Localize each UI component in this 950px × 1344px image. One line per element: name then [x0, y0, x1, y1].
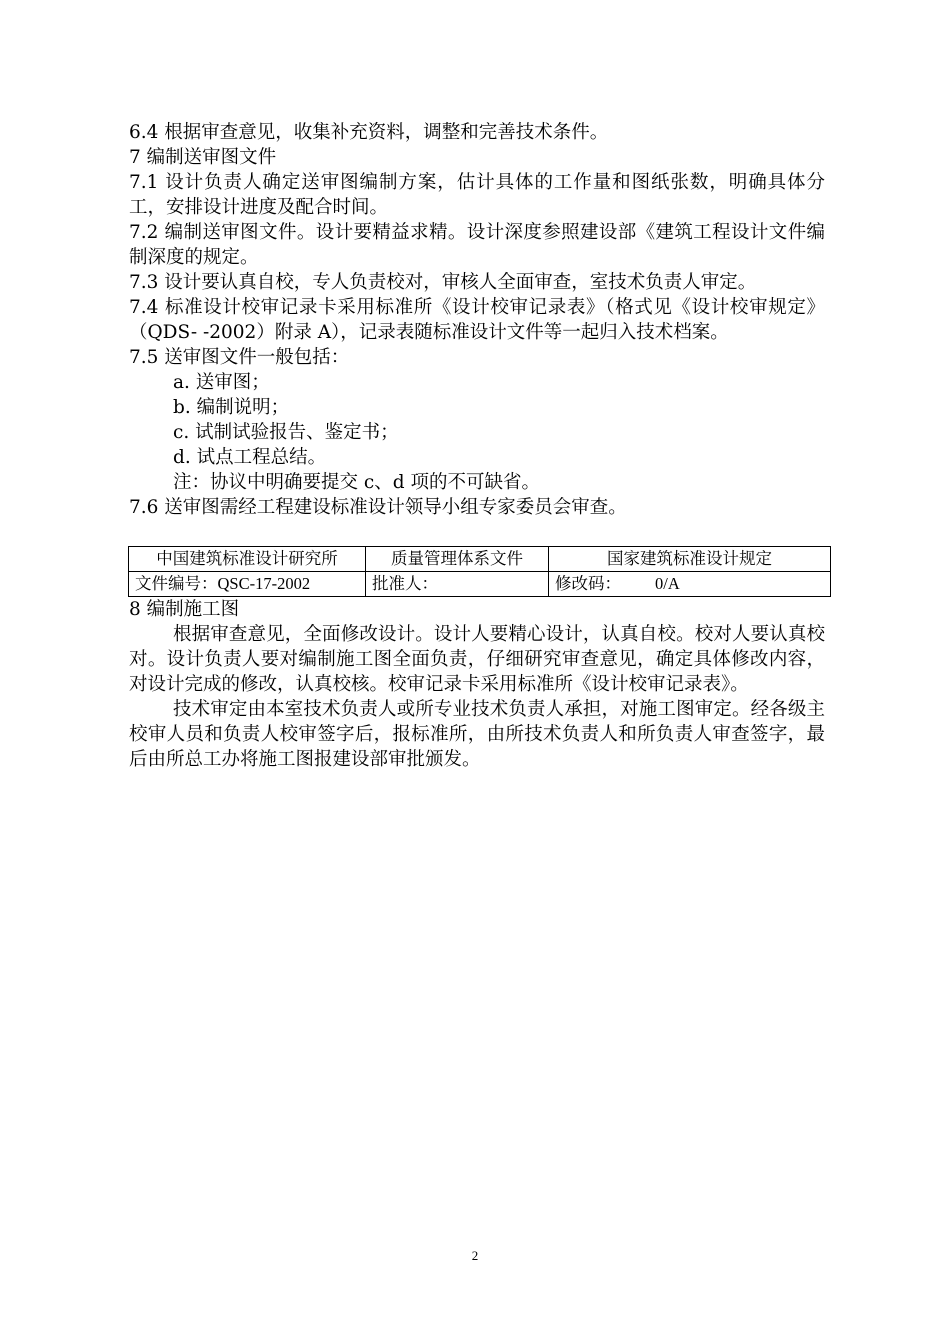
org-name-cell: 中国建筑标准设计研究所 — [129, 547, 366, 572]
list-item-a: a. 送审图； — [173, 372, 270, 393]
page-number: 2 — [471, 1248, 479, 1263]
paragraph-7-4: 7.4 标准设计校审记录卡采用标准所《设计校审记录表》（格式见《设计校审规定》（QDS- -2002）附录 A），记录表随标准设计文件等一起归入技术档案。 — [129, 297, 825, 343]
section-7-heading: 7 编制送审图文件 — [129, 147, 277, 168]
header-row-1 — [129, 547, 831, 572]
paragraph-7-1: 7.1 设计负责人确定送审图编制方案，估计具体的工作量和图纸张数，明确具体分工，安排设计进度及配合时间。 — [129, 172, 825, 218]
file-number-cell — [129, 572, 366, 597]
paragraph-7-5: 7.5 送审图文件一般包括： — [129, 347, 350, 368]
paragraph-7-6: 7.6 送审图需经工程建设标准设计领导小组专家委员会审查。 — [129, 497, 627, 518]
revision-value: 0/A — [655, 574, 680, 593]
paragraph-6-4: 6.4 根据审查意见，收集补充资料，调整和完善技术条件。 — [129, 122, 609, 143]
paragraph-8-1: 根据审查意见，全面修改设计。设计人要精心设计，认真自校。校对人要认真校对。设计负责人要对编制施工图全面负责，仔细研究审查意见，确定具体修改内容，对设计完成的修改，认真校核。校审记录卡采用标准所《设计校审记录表》。 — [129, 624, 825, 695]
file-number-value: QSC-17-2002 — [217, 574, 311, 593]
list-note: 注：协议中明确要提交 c、d 项的不可缺省。 — [173, 472, 540, 493]
approver-label: 批准人： — [372, 574, 438, 593]
revision-cell — [549, 572, 831, 597]
document-header-table — [128, 546, 831, 597]
list-item-d: d. 试点工程总结。 — [173, 447, 327, 468]
revision-label: 修改码： — [555, 575, 621, 593]
paragraph-7-3: 7.3 设计要认真自校，专人负责校对，审核人全面审查，室技术负责人审定。 — [129, 272, 757, 293]
approver-cell — [366, 572, 549, 597]
rule-name-cell: 国家建筑标准设计规定 — [549, 547, 831, 572]
document-body — [129, 120, 825, 772]
spacer — [129, 520, 825, 546]
paragraph-7-2: 7.2 编制送审图文件。设计要精益求精。设计深度参照建设部《建筑工程设计文件编制深度的规定。 — [129, 222, 825, 268]
file-number-label: 文件编号： — [135, 575, 218, 593]
paragraph-8-2: 技术审定由本室技术负责人或所专业技术负责人承担，对施工图审定。经各级主校审人员和负责人校审签字后，报标准所，由所技术负责人和所负责人审查签字，最后由所总工办将施工图报建设部审批颁发。 — [129, 699, 825, 770]
doc-type-cell: 质量管理体系文件 — [366, 547, 549, 572]
section-8-heading: 8 编制施工图 — [129, 599, 240, 620]
list-item-c: c. 试制试验报告、鉴定书； — [173, 422, 399, 443]
list-item-b: b. 编制说明； — [173, 397, 290, 418]
header-row-2 — [129, 572, 831, 597]
